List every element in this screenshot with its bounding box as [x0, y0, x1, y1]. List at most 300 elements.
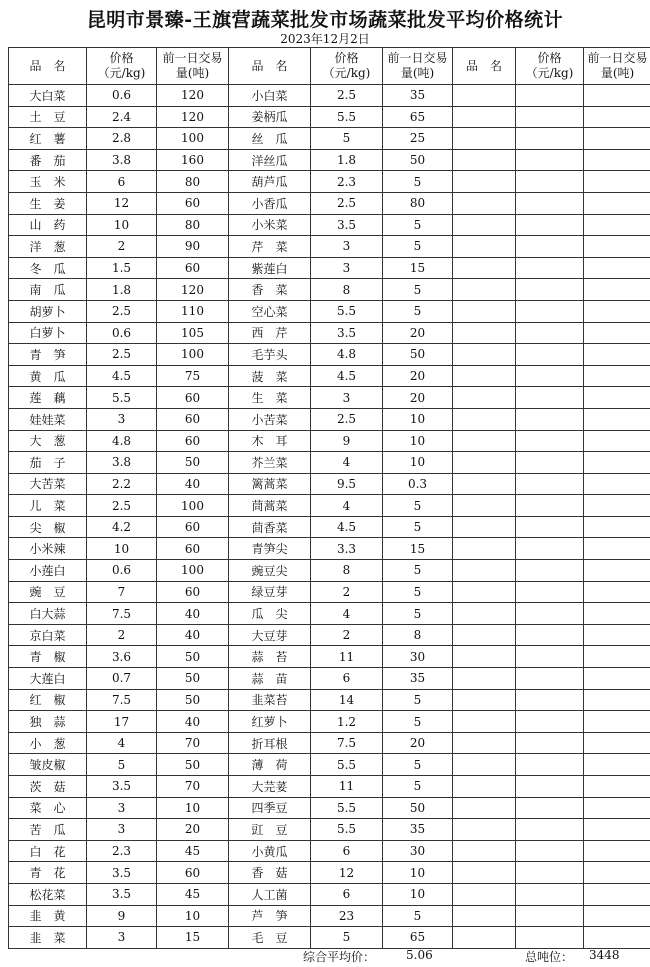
cell-name: 小香瓜	[229, 192, 311, 214]
empty-cell	[453, 473, 516, 495]
cell-volume: 10	[383, 452, 453, 474]
average-price-label: 综合平均价：	[303, 950, 376, 964]
cell-price: 7.5	[87, 689, 157, 711]
empty-cell	[584, 322, 650, 344]
cell-name: 小黄瓜	[229, 840, 311, 862]
cell-price: 3.5	[311, 214, 383, 236]
cell-volume: 50	[383, 149, 453, 171]
cell-name: 玉 米	[9, 171, 87, 193]
empty-cell	[516, 646, 584, 668]
cell-volume: 120	[157, 106, 229, 128]
cell-volume: 40	[157, 711, 229, 733]
empty-cell	[516, 711, 584, 733]
empty-cell	[584, 430, 650, 452]
cell-name: 小莲白	[9, 560, 87, 582]
cell-volume: 5	[383, 560, 453, 582]
cell-name: 菜 心	[9, 797, 87, 819]
empty-cell	[584, 732, 650, 754]
table-row	[9, 560, 650, 582]
cell-name: 洋 葱	[9, 236, 87, 258]
cell-price: 3.5	[311, 322, 383, 344]
table-row	[9, 473, 650, 495]
empty-cell	[584, 171, 650, 193]
cell-name: 生 菜	[229, 387, 311, 409]
cell-volume: 50	[383, 344, 453, 366]
cell-price: 2.5	[311, 192, 383, 214]
cell-price: 5.5	[311, 819, 383, 841]
cell-volume: 30	[383, 840, 453, 862]
cell-price: 4.8	[311, 344, 383, 366]
cell-volume: 5	[383, 581, 453, 603]
cell-name: 生 姜	[9, 192, 87, 214]
empty-cell	[453, 689, 516, 711]
cell-price: 5.5	[311, 106, 383, 128]
cell-volume: 100	[157, 344, 229, 366]
empty-cell	[516, 300, 584, 322]
cell-price: 11	[311, 776, 383, 798]
cell-name: 韭菜苔	[229, 689, 311, 711]
cell-volume: 30	[383, 646, 453, 668]
cell-name: 蒜 苗	[229, 668, 311, 690]
cell-price: 4.8	[87, 430, 157, 452]
cell-price: 23	[311, 905, 383, 927]
cell-name: 白萝卜	[9, 322, 87, 344]
price-table	[8, 47, 650, 949]
empty-cell	[584, 624, 650, 646]
empty-cell	[584, 214, 650, 236]
table-row	[9, 106, 650, 128]
cell-price: 17	[87, 711, 157, 733]
empty-cell	[453, 106, 516, 128]
cell-price: 0.7	[87, 668, 157, 690]
cell-name: 姜柄瓜	[229, 106, 311, 128]
cell-name: 茼蒿菜	[229, 495, 311, 517]
cell-price: 2	[311, 581, 383, 603]
empty-cell	[453, 257, 516, 279]
cell-volume: 15	[383, 257, 453, 279]
empty-cell	[516, 495, 584, 517]
cell-volume: 5	[383, 689, 453, 711]
empty-cell	[584, 711, 650, 733]
empty-cell	[453, 754, 516, 776]
empty-cell	[516, 776, 584, 798]
empty-cell	[453, 560, 516, 582]
cell-price: 2.5	[87, 300, 157, 322]
cell-name: 芥兰菜	[229, 452, 311, 474]
cell-price: 2.5	[311, 408, 383, 430]
empty-cell	[453, 365, 516, 387]
cell-price: 4	[87, 732, 157, 754]
cell-price: 8	[311, 560, 383, 582]
cell-price: 3	[87, 927, 157, 949]
empty-cell	[516, 668, 584, 690]
table-row	[9, 927, 650, 949]
table-row	[9, 279, 650, 301]
cell-price: 5	[311, 927, 383, 949]
table-row	[9, 236, 650, 258]
cell-price: 3.8	[87, 452, 157, 474]
cell-volume: 100	[157, 128, 229, 150]
empty-cell	[453, 732, 516, 754]
cell-price: 9	[87, 905, 157, 927]
empty-cell	[453, 711, 516, 733]
cell-name: 芹 菜	[229, 236, 311, 258]
table-body	[9, 85, 650, 949]
cell-name: 韭 菜	[9, 927, 87, 949]
empty-cell	[453, 862, 516, 884]
empty-cell	[453, 516, 516, 538]
cell-volume: 25	[383, 128, 453, 150]
header-name-2: 品 名	[229, 48, 311, 85]
cell-name: 瓜 尖	[229, 603, 311, 625]
cell-price: 2.5	[87, 495, 157, 517]
report-date: 2023年12月2日	[280, 32, 370, 46]
cell-volume: 50	[157, 646, 229, 668]
empty-cell	[453, 452, 516, 474]
cell-name: 白 花	[9, 840, 87, 862]
cell-name: 紫莲白	[229, 257, 311, 279]
cell-volume: 60	[157, 516, 229, 538]
empty-cell	[453, 883, 516, 905]
cell-price: 6	[87, 171, 157, 193]
cell-price: 1.8	[311, 149, 383, 171]
empty-cell	[584, 840, 650, 862]
cell-price: 4.2	[87, 516, 157, 538]
header-name-1: 品 名	[9, 48, 87, 85]
cell-price: 6	[311, 668, 383, 690]
table-row	[9, 797, 650, 819]
cell-price: 6	[311, 840, 383, 862]
table-row	[9, 257, 650, 279]
cell-price: 1.5	[87, 257, 157, 279]
table-row	[9, 516, 650, 538]
cell-volume: 20	[383, 387, 453, 409]
empty-cell	[453, 300, 516, 322]
cell-name: 丝 瓜	[229, 128, 311, 150]
cell-price: 14	[311, 689, 383, 711]
empty-cell	[516, 689, 584, 711]
cell-volume: 120	[157, 279, 229, 301]
empty-cell	[453, 322, 516, 344]
empty-cell	[516, 387, 584, 409]
cell-volume: 10	[383, 408, 453, 430]
cell-price: 9.5	[311, 473, 383, 495]
empty-cell	[453, 85, 516, 107]
empty-cell	[584, 776, 650, 798]
cell-name: 京白菜	[9, 624, 87, 646]
cell-price: 3.3	[311, 538, 383, 560]
table-row	[9, 149, 650, 171]
cell-name: 苦 瓜	[9, 819, 87, 841]
empty-cell	[453, 236, 516, 258]
cell-name: 独 蒜	[9, 711, 87, 733]
empty-cell	[516, 128, 584, 150]
cell-name: 青 笋	[9, 344, 87, 366]
cell-volume: 80	[157, 171, 229, 193]
cell-price: 2	[87, 236, 157, 258]
empty-cell	[584, 538, 650, 560]
cell-price: 3	[87, 408, 157, 430]
cell-name: 大莲白	[9, 668, 87, 690]
table-row	[9, 171, 650, 193]
cell-volume: 5	[383, 214, 453, 236]
cell-name: 小白菜	[229, 85, 311, 107]
cell-price: 8	[311, 279, 383, 301]
empty-cell	[516, 279, 584, 301]
cell-name: 冬 瓜	[9, 257, 87, 279]
cell-price: 4	[311, 603, 383, 625]
cell-price: 12	[311, 862, 383, 884]
cell-price: 3	[311, 236, 383, 258]
cell-price: 2.5	[311, 85, 383, 107]
cell-name: 红 薯	[9, 128, 87, 150]
table-row	[9, 862, 650, 884]
cell-volume: 5	[383, 279, 453, 301]
empty-cell	[584, 236, 650, 258]
table-row	[9, 905, 650, 927]
cell-price: 2.8	[87, 128, 157, 150]
empty-cell	[516, 905, 584, 927]
empty-cell	[453, 668, 516, 690]
cell-price: 2	[87, 624, 157, 646]
cell-volume: 40	[157, 624, 229, 646]
cell-name: 豇 豆	[229, 819, 311, 841]
cell-name: 小苦菜	[229, 408, 311, 430]
table-row	[9, 192, 650, 214]
cell-name: 大芫荽	[229, 776, 311, 798]
table-row	[9, 819, 650, 841]
table-row	[9, 883, 650, 905]
table-row	[9, 711, 650, 733]
table-row	[9, 322, 650, 344]
cell-price: 2	[311, 624, 383, 646]
table-header	[9, 48, 650, 85]
empty-cell	[516, 257, 584, 279]
cell-volume: 20	[383, 732, 453, 754]
cell-volume: 60	[157, 538, 229, 560]
cell-name: 毛芋头	[229, 344, 311, 366]
empty-cell	[584, 344, 650, 366]
cell-price: 2.3	[311, 171, 383, 193]
cell-name: 茄 子	[9, 452, 87, 474]
header-name-3: 品 名	[453, 48, 516, 85]
cell-price: 3	[311, 257, 383, 279]
empty-cell	[453, 840, 516, 862]
cell-volume: 50	[157, 689, 229, 711]
empty-cell	[516, 85, 584, 107]
cell-price: 3	[87, 797, 157, 819]
empty-cell	[453, 538, 516, 560]
cell-price: 10	[87, 538, 157, 560]
cell-name: 芦 笋	[229, 905, 311, 927]
empty-cell	[584, 516, 650, 538]
cell-volume: 10	[157, 905, 229, 927]
cell-price: 7.5	[311, 732, 383, 754]
cell-name: 大豆芽	[229, 624, 311, 646]
cell-volume: 15	[383, 538, 453, 560]
empty-cell	[584, 279, 650, 301]
cell-volume: 100	[157, 495, 229, 517]
cell-name: 空心菜	[229, 300, 311, 322]
cell-name: 尖 椒	[9, 516, 87, 538]
table-row	[9, 495, 650, 517]
cell-price: 0.6	[87, 322, 157, 344]
cell-name: 大白菜	[9, 85, 87, 107]
empty-cell	[516, 365, 584, 387]
cell-name: 娃娃菜	[9, 408, 87, 430]
cell-volume: 50	[157, 452, 229, 474]
cell-volume: 105	[157, 322, 229, 344]
cell-name: 南 瓜	[9, 279, 87, 301]
empty-cell	[516, 560, 584, 582]
empty-cell	[516, 603, 584, 625]
empty-cell	[516, 473, 584, 495]
cell-volume: 5	[383, 754, 453, 776]
cell-price: 2.4	[87, 106, 157, 128]
cell-volume: 5	[383, 495, 453, 517]
empty-cell	[453, 149, 516, 171]
cell-name: 松花菜	[9, 883, 87, 905]
cell-name: 韭 黄	[9, 905, 87, 927]
table-row	[9, 668, 650, 690]
empty-cell	[516, 430, 584, 452]
cell-name: 儿 菜	[9, 495, 87, 517]
header-price-2: 价格（元/kg)	[311, 48, 383, 85]
cell-name: 大 葱	[9, 430, 87, 452]
table-row	[9, 840, 650, 862]
cell-volume: 60	[157, 581, 229, 603]
empty-cell	[516, 754, 584, 776]
empty-cell	[516, 581, 584, 603]
cell-price: 5.5	[311, 754, 383, 776]
table-row	[9, 214, 650, 236]
cell-volume: 60	[157, 387, 229, 409]
table-row	[9, 344, 650, 366]
empty-cell	[516, 927, 584, 949]
cell-price: 5.5	[311, 300, 383, 322]
table-row	[9, 452, 650, 474]
header-volume-3: 前一日交易量(吨)	[584, 48, 650, 85]
average-price-value: 5.06	[406, 948, 433, 962]
header-volume-1: 前一日交易量(吨)	[157, 48, 229, 85]
header-price-1: 价格（元/kg)	[87, 48, 157, 85]
cell-volume: 5	[383, 300, 453, 322]
empty-cell	[584, 603, 650, 625]
cell-volume: 20	[383, 365, 453, 387]
cell-name: 薄 荷	[229, 754, 311, 776]
cell-name: 莲 藕	[9, 387, 87, 409]
cell-name: 青 花	[9, 862, 87, 884]
empty-cell	[584, 149, 650, 171]
cell-volume: 45	[157, 883, 229, 905]
cell-volume: 50	[383, 797, 453, 819]
cell-volume: 65	[383, 927, 453, 949]
cell-volume: 40	[157, 473, 229, 495]
cell-volume: 65	[383, 106, 453, 128]
cell-name: 香 菜	[229, 279, 311, 301]
cell-volume: 40	[157, 603, 229, 625]
cell-price: 3.8	[87, 149, 157, 171]
table-row	[9, 581, 650, 603]
table-row	[9, 689, 650, 711]
cell-volume: 120	[157, 85, 229, 107]
empty-cell	[584, 581, 650, 603]
cell-name: 篱蒿菜	[229, 473, 311, 495]
empty-cell	[516, 192, 584, 214]
table-row	[9, 408, 650, 430]
empty-cell	[584, 300, 650, 322]
cell-price: 7.5	[87, 603, 157, 625]
cell-volume: 60	[157, 192, 229, 214]
empty-cell	[584, 408, 650, 430]
cell-volume: 10	[383, 862, 453, 884]
cell-volume: 60	[157, 257, 229, 279]
empty-cell	[584, 192, 650, 214]
empty-cell	[516, 732, 584, 754]
empty-cell	[516, 171, 584, 193]
empty-cell	[516, 516, 584, 538]
empty-cell	[516, 106, 584, 128]
table-row	[9, 646, 650, 668]
empty-cell	[453, 495, 516, 517]
empty-cell	[516, 236, 584, 258]
cell-volume: 50	[157, 668, 229, 690]
cell-price: 4	[311, 452, 383, 474]
empty-cell	[516, 452, 584, 474]
cell-name: 木 耳	[229, 430, 311, 452]
cell-name: 茴香菜	[229, 516, 311, 538]
cell-name: 白大蒜	[9, 603, 87, 625]
cell-price: 3.6	[87, 646, 157, 668]
cell-name: 青 椒	[9, 646, 87, 668]
cell-volume: 5	[383, 905, 453, 927]
cell-name: 豌 豆	[9, 581, 87, 603]
empty-cell	[516, 214, 584, 236]
cell-price: 2.3	[87, 840, 157, 862]
cell-name: 毛 豆	[229, 927, 311, 949]
cell-volume: 35	[383, 819, 453, 841]
table-row	[9, 365, 650, 387]
empty-cell	[584, 560, 650, 582]
empty-cell	[584, 257, 650, 279]
empty-cell	[584, 473, 650, 495]
cell-name: 洋丝瓜	[229, 149, 311, 171]
header-volume-2: 前一日交易量(吨)	[383, 48, 453, 85]
empty-cell	[453, 581, 516, 603]
cell-name: 葫芦瓜	[229, 171, 311, 193]
total-tonnage-value: 3448	[589, 948, 620, 962]
cell-price: 3.5	[87, 883, 157, 905]
cell-name: 绿豆芽	[229, 581, 311, 603]
table-row	[9, 128, 650, 150]
empty-cell	[453, 387, 516, 409]
empty-cell	[453, 430, 516, 452]
cell-price: 5.5	[87, 387, 157, 409]
cell-volume: 5	[383, 603, 453, 625]
empty-cell	[584, 819, 650, 841]
empty-cell	[584, 862, 650, 884]
cell-price: 11	[311, 646, 383, 668]
cell-volume: 5	[383, 711, 453, 733]
empty-cell	[584, 387, 650, 409]
cell-name: 折耳根	[229, 732, 311, 754]
total-tonnage-label: 总吨位：	[525, 950, 574, 964]
cell-price: 5	[311, 128, 383, 150]
cell-price: 5.5	[311, 797, 383, 819]
empty-cell	[453, 171, 516, 193]
cell-volume: 60	[157, 408, 229, 430]
cell-price: 3	[87, 819, 157, 841]
